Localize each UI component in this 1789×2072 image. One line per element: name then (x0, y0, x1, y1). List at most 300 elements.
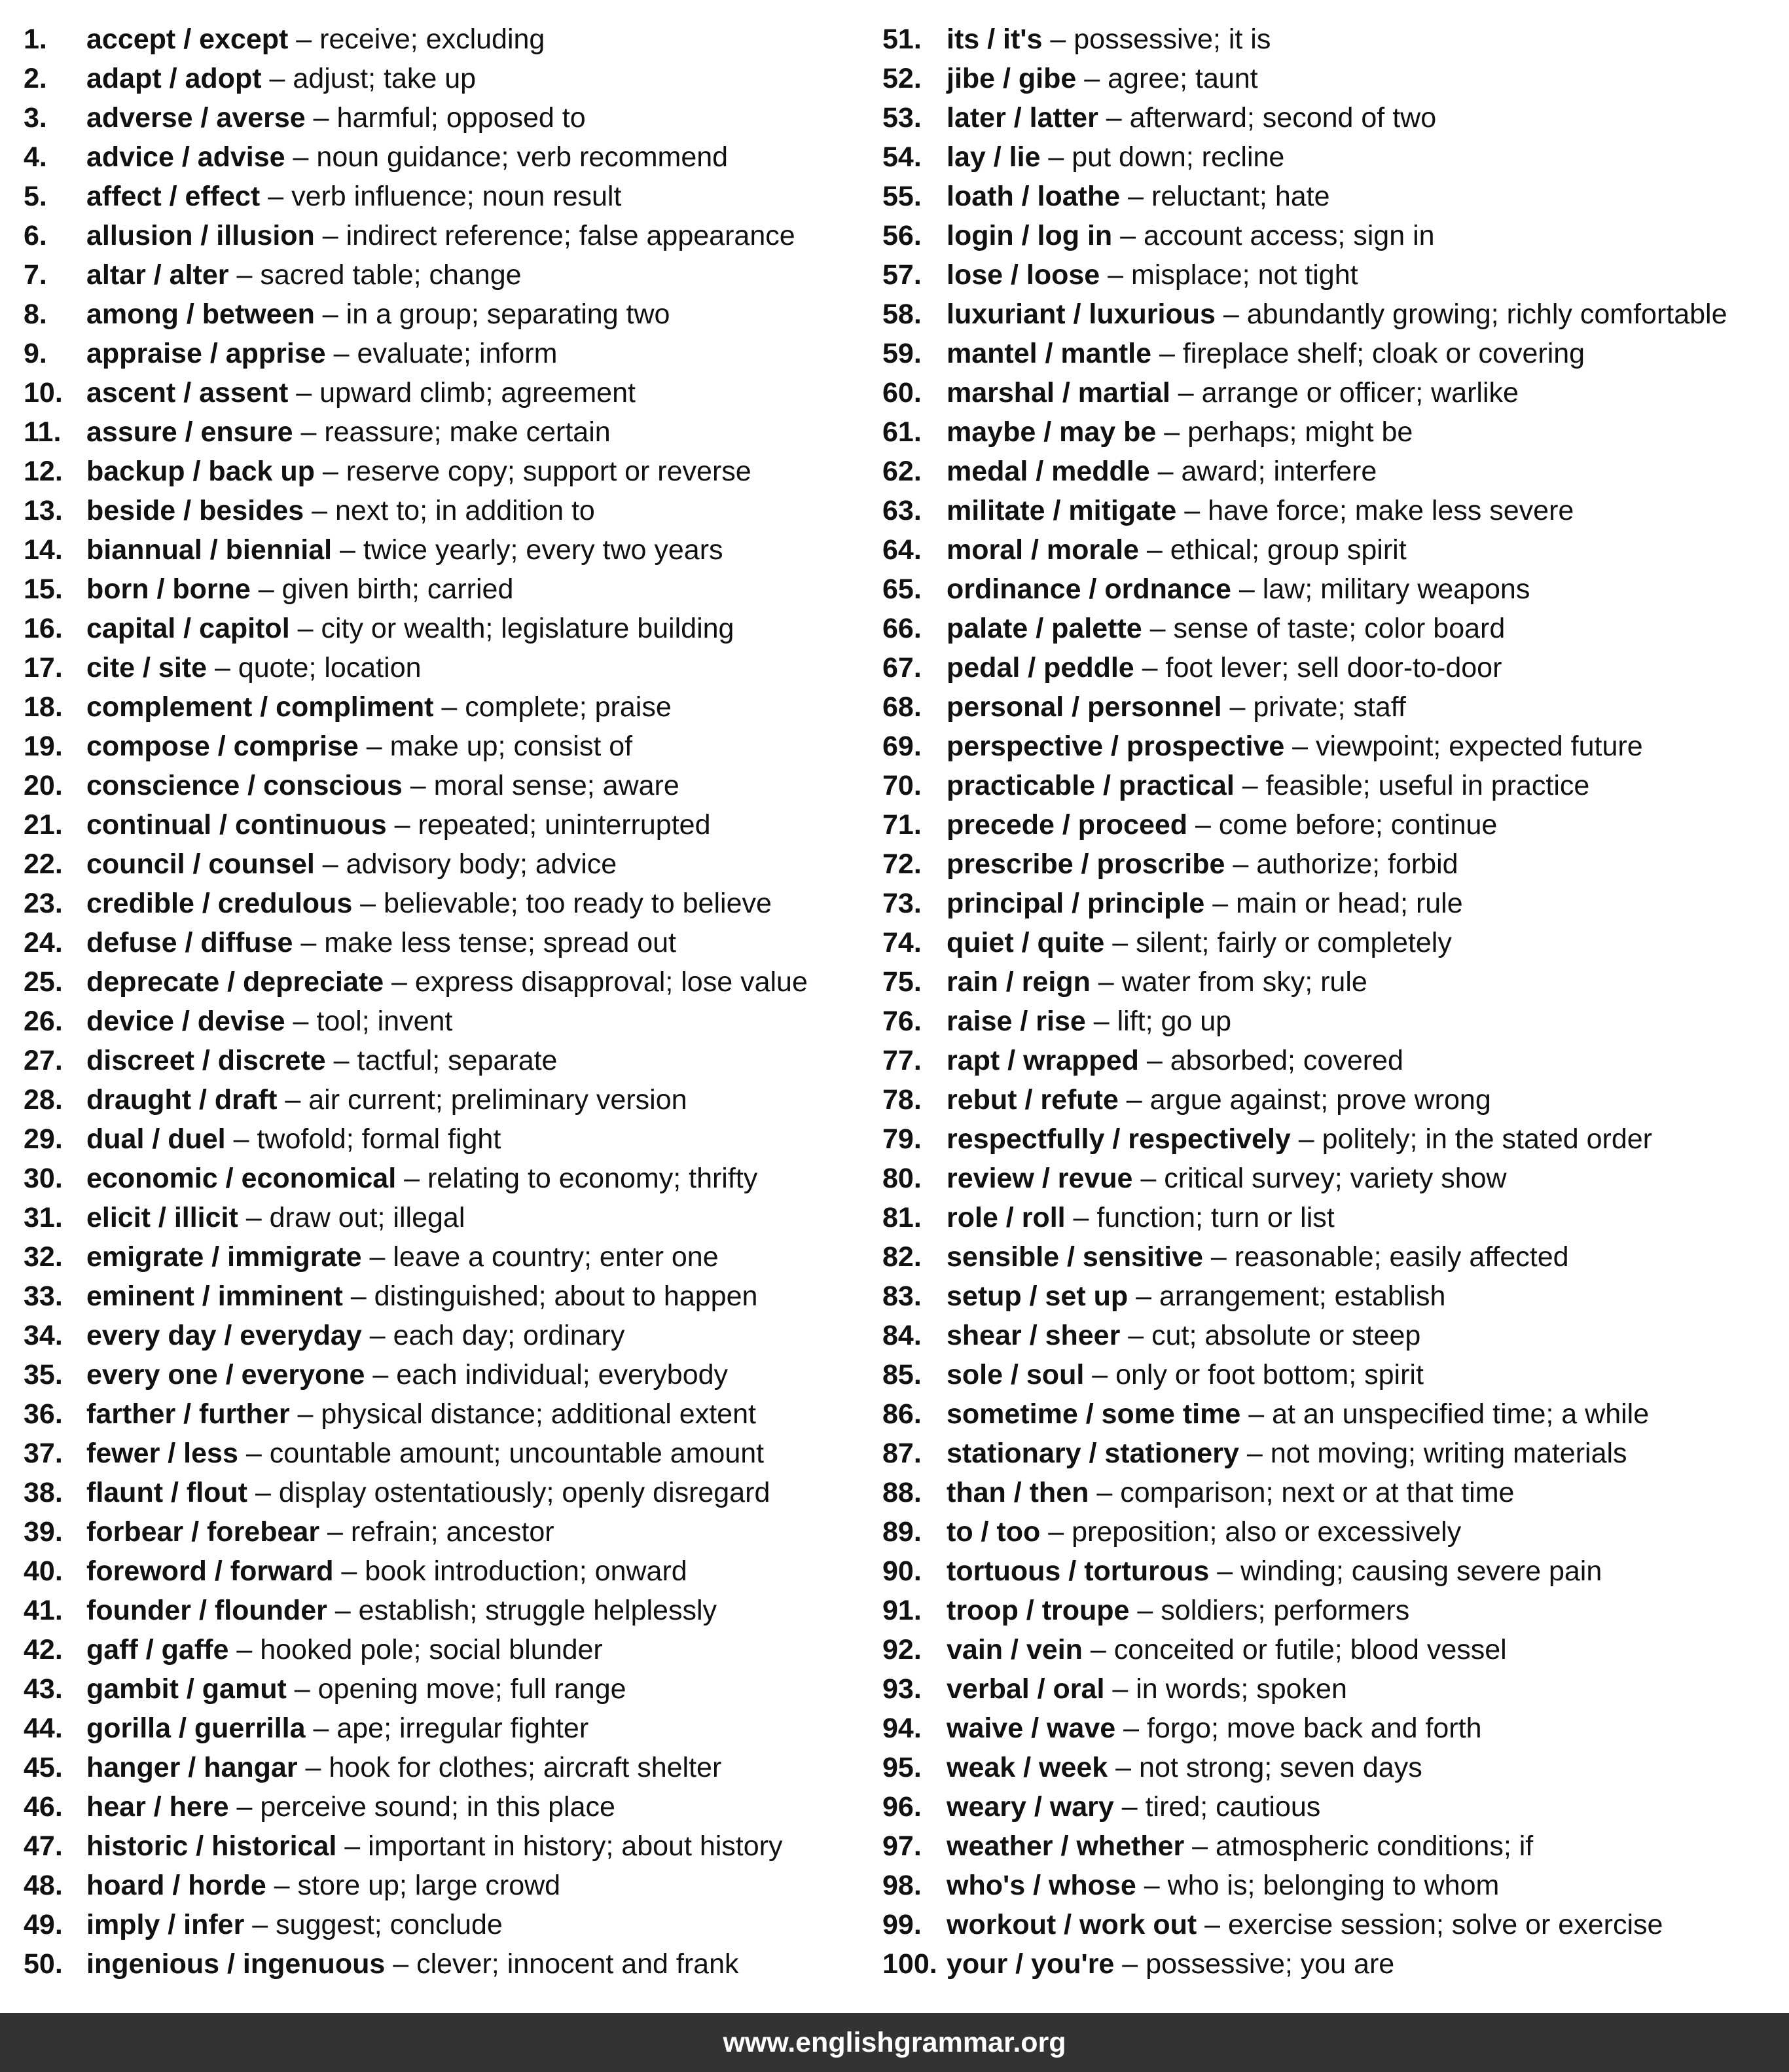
entry-separator: – (396, 1163, 427, 1194)
list-item (882, 923, 1727, 962)
entry-words: gambit / gamut (86, 1673, 287, 1705)
entry-words: vain / vein (947, 1634, 1083, 1665)
entry-separator: – (1225, 848, 1257, 880)
entry-number: 7. (24, 259, 47, 291)
list-item (24, 1630, 808, 1669)
entry-words: pedal / peddle (947, 652, 1134, 683)
entry-words: advice / advise (86, 141, 285, 173)
list-item (24, 334, 808, 373)
entry-meaning: agree; taunt (1108, 63, 1258, 94)
entry-separator: – (305, 102, 337, 134)
entry-separator: – (288, 24, 320, 55)
entry-separator: – (297, 1752, 329, 1783)
entry-number: 23. (24, 888, 63, 919)
entry-meaning: possessive; it is (1074, 24, 1271, 55)
entry-number: 67. (882, 652, 922, 683)
entry-number: 64. (882, 534, 922, 566)
entry-words: rebut / refute (947, 1084, 1119, 1116)
list-item (882, 727, 1727, 766)
entry-words: defuse / diffuse (86, 927, 293, 958)
entry-number: 81. (882, 1202, 922, 1233)
entry-meaning: tool; invent (316, 1006, 453, 1037)
entry-meaning: put down; recline (1072, 141, 1285, 173)
entry-words: workout / work out (947, 1909, 1197, 1940)
entry-separator: – (228, 1791, 261, 1823)
entry-separator: – (286, 1673, 318, 1705)
entry-words: luxuriant / luxurious (947, 299, 1216, 330)
entry-separator: – (244, 1909, 276, 1940)
entry-meaning: award; interfere (1181, 456, 1377, 487)
entry-separator: – (319, 1516, 351, 1548)
entry-number: 24. (24, 927, 63, 958)
entry-number: 18. (24, 691, 63, 723)
entry-number: 75. (882, 966, 922, 998)
list-item (882, 884, 1727, 923)
entry-words: adapt / adopt (86, 63, 262, 94)
list-item (882, 59, 1727, 98)
entry-separator: – (1085, 1006, 1117, 1037)
entry-number: 6. (24, 220, 47, 251)
entry-meaning: refrain; ancestor (350, 1516, 554, 1548)
list-item (882, 216, 1727, 255)
entry-words: quiet / quite (947, 927, 1105, 958)
entry-meaning: water from sky; rule (1121, 966, 1367, 998)
entry-words: sensible / sensitive (947, 1241, 1203, 1273)
entry-meaning: complete; praise (465, 691, 672, 723)
entry-words: every one / everyone (86, 1359, 365, 1390)
entry-separator: – (365, 1359, 397, 1390)
list-item (24, 59, 808, 98)
entry-number: 11. (24, 416, 62, 448)
list-item (882, 373, 1727, 412)
entry-words: tortuous / torturous (947, 1555, 1210, 1587)
list-item (882, 766, 1727, 805)
list-item (882, 1787, 1727, 1827)
entry-number: 55. (882, 181, 922, 212)
entry-words: moral / morale (947, 534, 1139, 566)
entry-words: forbear / forebear (86, 1516, 320, 1548)
entry-meaning: politely; in the stated order (1322, 1123, 1652, 1155)
list-item (24, 373, 808, 412)
list-item (882, 1394, 1727, 1434)
list-item (882, 1473, 1727, 1512)
list-item (24, 255, 808, 295)
entry-meaning: law; military weapons (1262, 573, 1530, 605)
list-item (24, 1591, 808, 1630)
entry-number: 61. (882, 416, 922, 448)
entry-number: 51. (882, 24, 922, 55)
entry-number: 89. (882, 1516, 922, 1548)
list-item (24, 923, 808, 962)
entry-meaning: book introduction; onward (365, 1555, 687, 1587)
list-item (882, 609, 1727, 648)
list-item (882, 1552, 1727, 1591)
entry-meaning: in words; spoken (1136, 1673, 1347, 1705)
entry-number: 19. (24, 731, 63, 762)
entry-words: your / you're (947, 1948, 1115, 1980)
entry-separator: – (228, 259, 261, 291)
entry-separator: – (1132, 1163, 1165, 1194)
list-item (24, 1041, 808, 1080)
list-item (24, 137, 808, 177)
entry-meaning: sense of taste; color board (1173, 613, 1506, 644)
entry-meaning: countable amount; uncountable amount (269, 1438, 765, 1469)
entry-number: 46. (24, 1791, 63, 1823)
entry-number: 97. (882, 1830, 922, 1862)
entry-separator: – (1114, 1948, 1146, 1980)
entry-number: 84. (882, 1320, 922, 1351)
list-item (24, 845, 808, 884)
entry-words: backup / back up (86, 456, 315, 487)
entry-meaning: misplace; not tight (1131, 259, 1358, 291)
entry-words: setup / set up (947, 1281, 1129, 1312)
entry-meaning: account access; sign in (1143, 220, 1435, 251)
entry-words: sole / soul (947, 1359, 1085, 1390)
entry-separator: – (1082, 1634, 1114, 1665)
entry-number: 77. (882, 1045, 922, 1076)
list-item (24, 1905, 808, 1944)
entry-meaning: advisory body; advice (346, 848, 617, 880)
entry-meaning: soldiers; performers (1161, 1595, 1410, 1626)
entry-meaning: abundantly growing; richly comfortable (1246, 299, 1727, 330)
entry-meaning: indirect reference; false appearance (346, 220, 795, 251)
entry-number: 28. (24, 1084, 63, 1116)
list-item (882, 1355, 1727, 1394)
entry-words: palate / palette (947, 613, 1142, 644)
entry-words: foreword / forward (86, 1555, 334, 1587)
entry-separator: – (304, 495, 336, 526)
entry-words: review / revue (947, 1163, 1133, 1194)
entry-meaning: next to; in addition to (335, 495, 595, 526)
entry-number: 39. (24, 1516, 63, 1548)
entry-meaning: preposition; also or excessively (1072, 1516, 1462, 1548)
list-item (882, 1316, 1727, 1355)
list-item (24, 216, 808, 255)
entry-words: beside / besides (86, 495, 304, 526)
entry-words: role / roll (947, 1202, 1066, 1233)
entry-meaning: given birth; carried (281, 573, 514, 605)
entry-number: 10. (24, 377, 63, 409)
list-item (882, 1630, 1727, 1669)
list-item (882, 1944, 1727, 1984)
entry-meaning: opening move; full range (317, 1673, 626, 1705)
entry-separator: – (1076, 63, 1108, 94)
entry-number: 41. (24, 1595, 63, 1626)
entry-number: 33. (24, 1281, 63, 1312)
entry-number: 44. (24, 1713, 63, 1744)
entry-meaning: twice yearly; every two years (363, 534, 723, 566)
entry-separator: – (1238, 1438, 1271, 1469)
entry-meaning: display ostentatiously; openly disregard (278, 1477, 770, 1508)
entry-meaning: noun guidance; verb recommend (316, 141, 729, 173)
entry-number: 98. (882, 1870, 922, 1901)
entry-meaning: come before; continue (1218, 809, 1498, 841)
entry-words: appraise / apprise (86, 338, 326, 369)
entry-separator: – (402, 770, 434, 801)
entry-number: 92. (882, 1634, 922, 1665)
entry-words: born / borne (86, 573, 251, 605)
entry-separator: – (1104, 927, 1136, 958)
entry-meaning: argue against; prove wrong (1149, 1084, 1491, 1116)
entry-separator: – (1215, 299, 1247, 330)
entry-separator: – (1104, 1673, 1136, 1705)
entry-number: 88. (882, 1477, 922, 1508)
entry-separator: – (238, 1438, 270, 1469)
entry-meaning: conceited or futile; blood vessel (1113, 1634, 1507, 1665)
entry-number: 22. (24, 848, 63, 880)
entry-separator: – (1042, 24, 1074, 55)
entry-separator: – (1136, 1870, 1168, 1901)
list-item (882, 295, 1727, 334)
entry-meaning: repeated; uninterrupted (418, 809, 711, 841)
entry-separator: – (1149, 456, 1182, 487)
entry-words: loath / loathe (947, 181, 1121, 212)
list-item (24, 884, 808, 923)
list-item (24, 1434, 808, 1473)
entry-separator: – (1234, 770, 1266, 801)
entry-number: 50. (24, 1948, 63, 1980)
list-item (24, 1002, 808, 1041)
list-item (882, 1041, 1727, 1080)
entry-number: 94. (882, 1713, 922, 1744)
entry-meaning: upward climb; agreement (319, 377, 636, 409)
list-item (24, 1552, 808, 1591)
entry-separator: – (1284, 731, 1316, 762)
entry-number: 96. (882, 1791, 922, 1823)
entry-words: personal / personnel (947, 691, 1222, 723)
entry-separator: – (327, 1595, 359, 1626)
entry-meaning: arrange or officer; warlike (1201, 377, 1519, 409)
entry-words: elicit / illicit (86, 1202, 238, 1233)
entry-number: 78. (882, 1084, 922, 1116)
entry-words: jibe / gibe (947, 63, 1077, 94)
entry-meaning: tired; cautious (1145, 1791, 1321, 1823)
entry-separator: – (288, 377, 320, 409)
list-item (24, 1473, 808, 1512)
entry-words: gaff / gaffe (86, 1634, 229, 1665)
entry-separator: – (314, 848, 346, 880)
entry-separator: – (386, 809, 418, 841)
entry-separator: – (385, 1948, 417, 1980)
entry-meaning: in a group; separating two (346, 299, 670, 330)
entry-words: medal / meddle (947, 456, 1150, 487)
list-item (882, 1748, 1727, 1787)
list-item (24, 1827, 808, 1866)
entry-number: 35. (24, 1359, 63, 1390)
entry-separator: – (314, 299, 346, 330)
entry-words: principal / principle (947, 888, 1205, 919)
entry-words: marshal / martial (947, 377, 1170, 409)
list-item (882, 20, 1727, 59)
list-item (882, 1827, 1727, 1866)
entry-separator: – (325, 1045, 357, 1076)
entry-meaning: clever; innocent and frank (416, 1948, 739, 1980)
entry-meaning: fireplace shelf; cloak or covering (1182, 338, 1585, 369)
entry-words: council / counsel (86, 848, 315, 880)
entry-meaning: at an unspecified time; a while (1272, 1398, 1650, 1430)
entry-words: later / latter (947, 102, 1098, 134)
entry-meaning: receive; excluding (319, 24, 545, 55)
entry-meaning: lift; go up (1117, 1006, 1232, 1037)
entry-number: 8. (24, 299, 47, 330)
entry-number: 12. (24, 456, 63, 487)
list-item (882, 1512, 1727, 1552)
entry-number: 54. (882, 141, 922, 173)
list-item (24, 177, 808, 216)
list-item (24, 1237, 808, 1277)
entry-meaning: distinguished; about to happen (374, 1281, 758, 1312)
entry-number: 58. (882, 299, 922, 330)
entry-separator: – (289, 1398, 321, 1430)
entry-separator: – (1115, 1713, 1147, 1744)
entry-separator: – (1090, 966, 1122, 998)
entry-number: 76. (882, 1006, 922, 1037)
entry-words: emigrate / immigrate (86, 1241, 362, 1273)
entry-meaning: authorize; forbid (1256, 848, 1458, 880)
entry-meaning: ethical; group spirit (1170, 534, 1407, 566)
entry-number: 13. (24, 495, 63, 526)
entry-separator: – (333, 1555, 365, 1587)
entry-number: 29. (24, 1123, 63, 1155)
entry-meaning: harmful; opposed to (336, 102, 586, 134)
entry-separator: – (358, 731, 390, 762)
entry-number: 68. (882, 691, 922, 723)
entry-separator: – (225, 1123, 257, 1155)
list-item (882, 1237, 1727, 1277)
entry-words: respectfully / respectively (947, 1123, 1291, 1155)
entry-number: 66. (882, 613, 922, 644)
list-item (24, 1080, 808, 1119)
entry-separator: – (1184, 1830, 1216, 1862)
entry-number: 63. (882, 495, 922, 526)
entry-words: assure / ensure (86, 416, 293, 448)
list-item (882, 1198, 1727, 1237)
entry-meaning: important in history; about history (368, 1830, 783, 1862)
entry-words: who's / whose (947, 1870, 1136, 1901)
entry-number: 48. (24, 1870, 63, 1901)
entry-words: weather / whether (947, 1830, 1185, 1862)
entry-number: 5. (24, 181, 47, 212)
entry-meaning: reasonable; easily affected (1234, 1241, 1569, 1273)
entry-meaning: private; staff (1253, 691, 1406, 723)
entry-meaning: reserve copy; support or reverse (346, 456, 751, 487)
entry-separator: – (1209, 1555, 1241, 1587)
entry-meaning: hooked pole; social blunder (260, 1634, 603, 1665)
list-item (882, 1709, 1727, 1748)
entry-words: hoard / horde (86, 1870, 266, 1901)
list-item (24, 962, 808, 1002)
entry-meaning: moral sense; aware (433, 770, 679, 801)
list-item (24, 805, 808, 845)
entry-words: dual / duel (86, 1123, 226, 1155)
list-item (882, 137, 1727, 177)
entry-number: 43. (24, 1673, 63, 1705)
list-item (24, 20, 808, 59)
entry-number: 16. (24, 613, 63, 644)
entry-words: than / then (947, 1477, 1089, 1508)
list-item (882, 805, 1727, 845)
entry-meaning: ape; irregular fighter (336, 1713, 589, 1744)
entry-meaning: believable; too ready to believe (384, 888, 772, 919)
entry-words: maybe / may be (947, 416, 1157, 448)
list-item (882, 1669, 1727, 1709)
list-item (24, 530, 808, 570)
entry-words: to / too (947, 1516, 1041, 1548)
entry-meaning: air current; preliminary version (308, 1084, 687, 1116)
entry-number: 91. (882, 1595, 922, 1626)
entry-words: militate / mitigate (947, 495, 1177, 526)
entry-number: 14. (24, 534, 63, 566)
footer-bar (0, 2013, 1789, 2072)
entry-words: mantel / mantle (947, 338, 1152, 369)
entry-separator: – (305, 1713, 337, 1744)
entry-meaning: comparison; next or at that time (1120, 1477, 1515, 1508)
entry-words: shear / sheer (947, 1320, 1121, 1351)
entry-words: altar / alter (86, 259, 229, 291)
list-item (24, 687, 808, 727)
list-item (24, 98, 808, 137)
entry-number: 70. (882, 770, 922, 801)
entry-words: its / it's (947, 24, 1043, 55)
entry-separator: – (1089, 1477, 1121, 1508)
entry-words: lose / loose (947, 259, 1100, 291)
entry-number: 49. (24, 1909, 63, 1940)
entry-meaning: who is; belonging to whom (1167, 1870, 1500, 1901)
entry-separator: – (285, 1006, 317, 1037)
entry-separator: – (1134, 652, 1166, 683)
entry-number: 36. (24, 1398, 63, 1430)
entry-number: 60. (882, 377, 922, 409)
entry-words: device / devise (86, 1006, 285, 1037)
list-item (882, 1002, 1727, 1041)
list-item (24, 412, 808, 452)
entry-words: continual / continuous (86, 809, 387, 841)
entry-meaning: reassure; make certain (324, 416, 611, 448)
entry-words: flaunt / flout (86, 1477, 247, 1508)
list-item (24, 1355, 808, 1394)
entry-number: 71. (882, 809, 922, 841)
entry-separator: – (314, 456, 346, 487)
entry-separator: – (332, 534, 363, 566)
entry-words: every day / everyday (86, 1320, 362, 1351)
list-item (24, 1277, 808, 1316)
entry-number: 56. (882, 220, 922, 251)
entry-separator: – (384, 966, 415, 998)
entry-number: 95. (882, 1752, 922, 1783)
entry-separator: – (1129, 1595, 1161, 1626)
list-item (24, 491, 808, 530)
entry-words: complement / compliment (86, 691, 434, 723)
entry-separator: – (1113, 1791, 1146, 1823)
word-list-left (24, 20, 808, 1984)
footer-website: www.englishgrammar.org (723, 2027, 1066, 2058)
entry-separator: – (1112, 220, 1144, 251)
entry-words: deprecate / depreciate (86, 966, 384, 998)
entry-separator: – (1221, 691, 1254, 723)
entry-separator: – (1197, 1909, 1229, 1940)
entry-words: practicable / practical (947, 770, 1235, 801)
entry-number: 32. (24, 1241, 63, 1273)
entry-separator: – (247, 1477, 279, 1508)
entry-separator: – (325, 338, 357, 369)
entry-separator: – (266, 1870, 298, 1901)
entry-words: credible / credulous (86, 888, 353, 919)
entry-words: login / log in (947, 220, 1113, 251)
entry-number: 26. (24, 1006, 63, 1037)
entry-meaning: perhaps; might be (1187, 416, 1413, 448)
list-item (882, 98, 1727, 137)
entry-words: accept / except (86, 24, 289, 55)
